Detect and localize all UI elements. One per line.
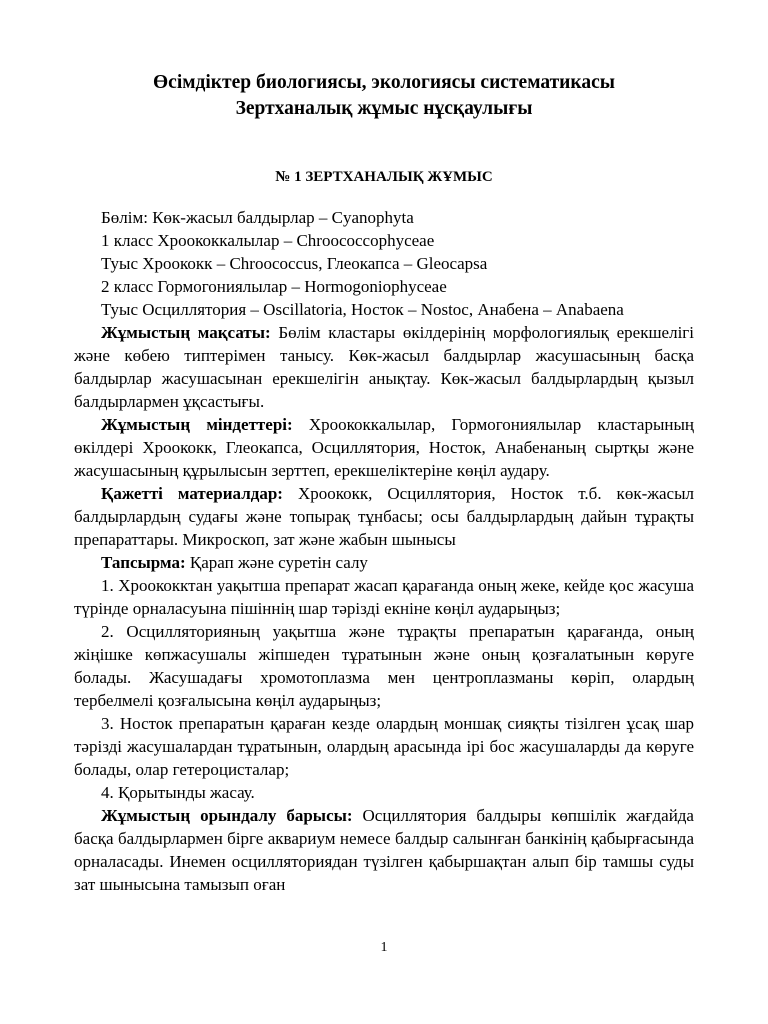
document-title [74,70,694,122]
taxonomy-class-1: 1 класс Хроококкалылар – Chroococcophyceae [101,231,435,250]
materials-paragraph [74,482,694,551]
aim-label: Жұмыстың мақсаты: [101,323,271,342]
tasks-text: Хроококкалылар, Гормогониялылар кластарының өкілдері Хроококк, Глеокапса, Осциллятория, Носток, Анабенаның сыртқы және жасушасының құрылысын зерттеп, ерекшеліктеріне көңіл аудару. [74,415,694,480]
procedure-text: Осциллятория балдыры көпшілік жағдайда басқа балдырлармен бірге аквариум немесе балдыр салынған банкінің қабырғасында орналасады. Инемен осцилляториядан түзілген қабыршақтан алып бір тамшы суды зат шынысына тамызып оған [74,806,694,894]
materials-label: Қажетті материалдар: [101,484,283,503]
assignment-step-3: 3. Носток препаратын қараған кезде олардың моншақ сияқты тізілген ұсақ шар тәрізді жасушалардан тұратынын, олардың арасында ірі бос жасушаларды да көруге болады, олар гетероцисталар; [74,714,694,779]
taxonomy-division: Бөлім: Көк-жасыл балдырлар – Cyanophyta [101,208,414,227]
taxonomy-genus-2: Туыс Осциллятория – Oscillatoria, Носток – Nostoc, Анабена – Anabaena [101,300,624,319]
title-line-2: Зертханалық жұмыс нұсқаулығы [235,98,533,119]
assignment-paragraph [74,551,694,574]
aim-text: Бөлім кластары өкілдерінің морфологиялық ерекшелігі және көбею типтерімен танысу. Көк-жасыл балдырлар жасушасының басқа балдырлар жасушасынан ерекшелігін анықтау. Көк-жасыл балдырлардың қызыл балдырлармен ұқсастығы. [74,323,694,411]
procedure-paragraph [74,804,694,896]
assignment-step-4: 4. Қорытынды жасау. [101,783,255,802]
aim-paragraph [74,321,694,413]
taxonomy-class-2: 2 класс Гормогониялылар – Hormogoniophyceae [101,277,447,296]
assignment-step-1: 1. Хроококктан уақытша препарат жасап қарағанда оның жеке, кейде қос жасуша түрінде орналасуына пішіннің шар тәрізді екніне көңіл аударыңыз; [74,576,694,618]
taxonomy-genus-1: Туыс Хроококк – Chroococcus, Глеокапса – Gleocapsa [101,254,488,273]
assignment-label: Тапсырма: [101,553,186,572]
document-body [74,206,694,896]
page-number: 1 [380,940,388,955]
assignment-step-2: 2. Осцилляторияның уақытша және тұрақты препаратын қарағанда, оның жіңішке көпжасушалы жіпшеден тұратынын және оның қозғалатынын көруге болады. Жасушадағы хромотоплазма мен центроплазманы көріп, олардың тербелмелі қозғалысына көңіл аударыңыз; [74,622,694,710]
materials-text: Хроококк, Осциллятория, Носток т.б. көк-жасыл балдырлардың судағы және топырақ тұнбасы; осы балдырлардың дайын тұрақты препараттары. Микроскоп, зат және жабын шынысы [74,484,694,549]
title-line-1: Өсімдіктер биологиясы, экологиясы систематикасы [153,72,615,93]
assignment-text: Қарап және суретін салу [185,553,368,572]
lab-work-heading: № 1 ЗЕРТХАНАЛЫҚ ЖҰМЫС [275,169,493,185]
procedure-label: Жұмыстың орындалу барысы: [101,806,353,825]
tasks-paragraph [74,413,694,482]
tasks-label: Жұмыстың міндеттері: [101,415,293,434]
